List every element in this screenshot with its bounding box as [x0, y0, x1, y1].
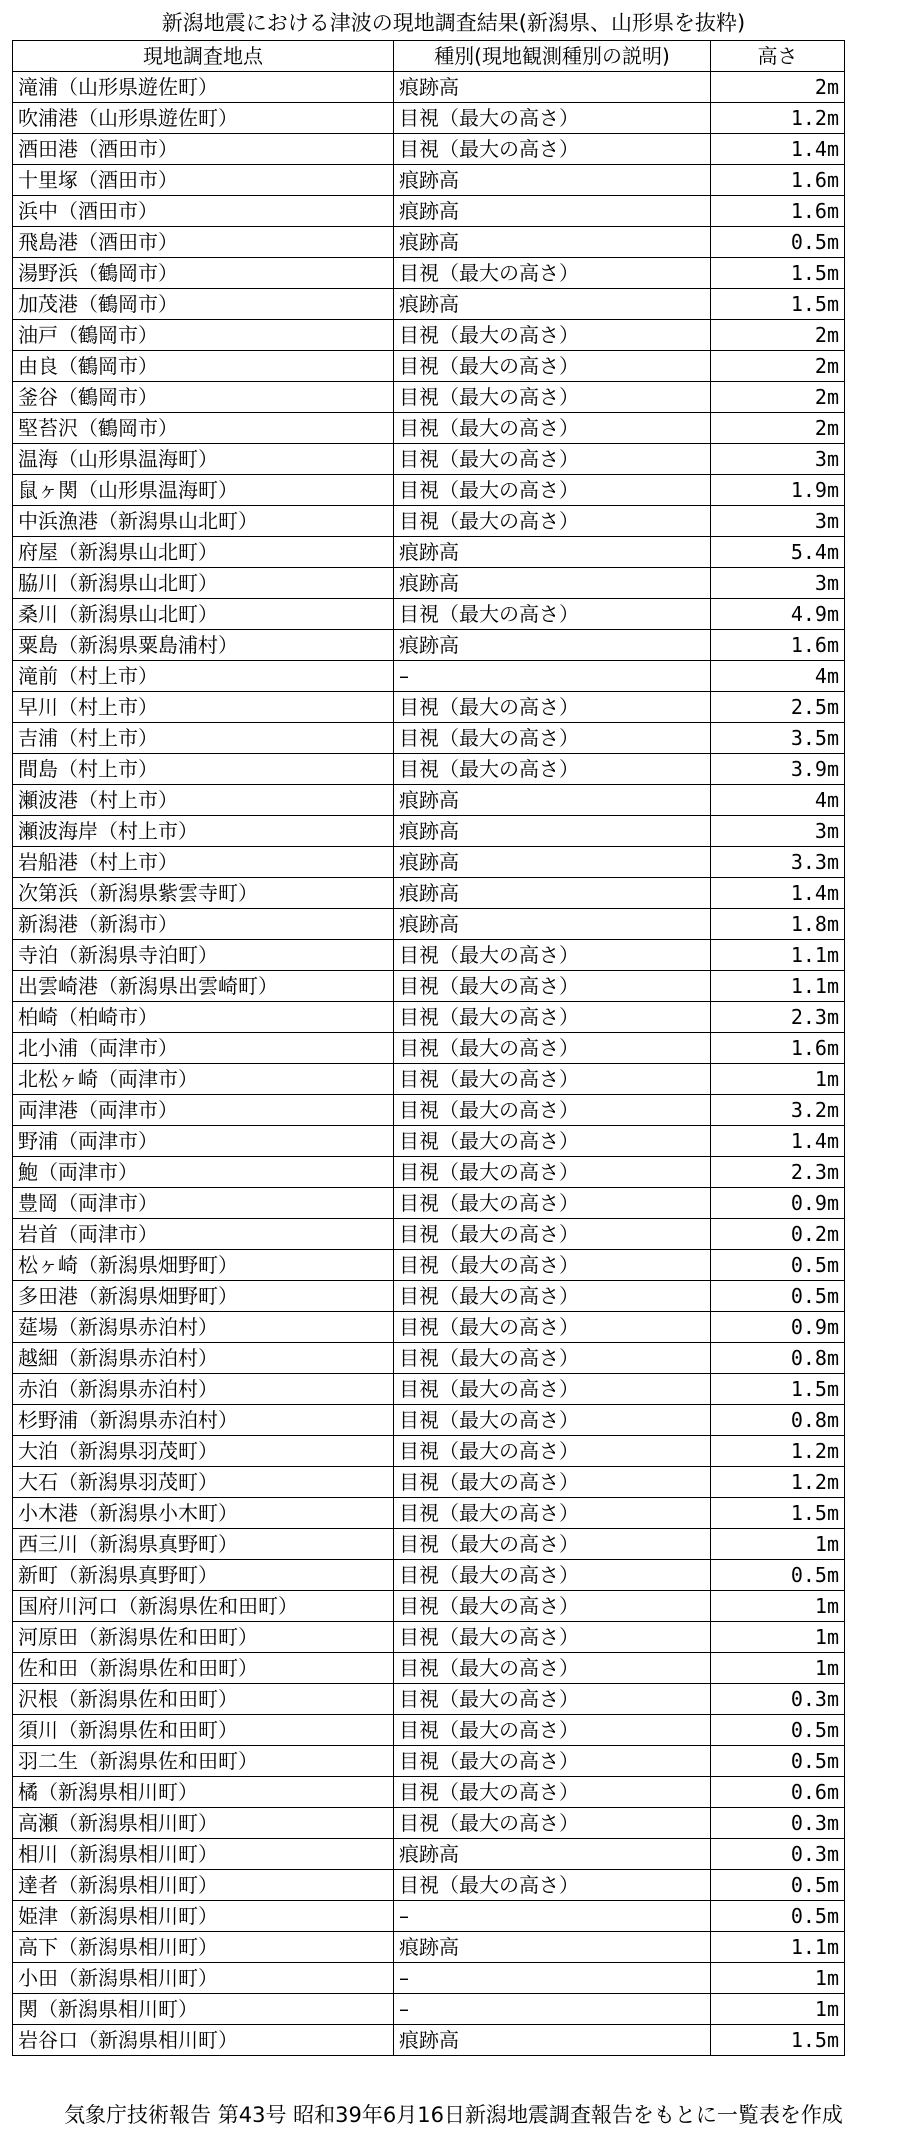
location-cell: 浜中（酒田市）: [13, 196, 394, 227]
header-location: 現地調査地点: [13, 41, 394, 72]
type-cell: 目視（最大の高さ）: [394, 971, 711, 1002]
location-cell: 釜谷（鶴岡市）: [13, 382, 394, 413]
height-cell: 1.8m: [711, 909, 845, 940]
type-cell: 目視（最大の高さ）: [394, 1343, 711, 1374]
location-cell: 姫津（新潟県相川町）: [13, 1901, 394, 1932]
type-cell: 目視（最大の高さ）: [394, 1374, 711, 1405]
table-row: [13, 1002, 845, 1033]
type-cell: 目視（最大の高さ）: [394, 1467, 711, 1498]
table-row: [13, 1095, 845, 1126]
location-cell: 吹浦港（山形県遊佐町）: [13, 103, 394, 134]
type-cell: 目視（最大の高さ）: [394, 506, 711, 537]
location-cell: 十里塚（酒田市）: [13, 165, 394, 196]
source-note: 気象庁技術報告 第43号 昭和39年6月16日新潟地震調査報告をもとに一覧表を作成: [64, 2103, 843, 2127]
location-cell: 鮑（両津市）: [13, 1157, 394, 1188]
height-cell: 3.2m: [711, 1095, 845, 1126]
type-cell: 目視（最大の高さ）: [394, 320, 711, 351]
table-row: [13, 475, 845, 506]
type-cell: 目視（最大の高さ）: [394, 1219, 711, 1250]
table-row: [13, 1653, 845, 1684]
type-cell: 目視（最大の高さ）: [394, 1622, 711, 1653]
height-cell: 1m: [711, 1591, 845, 1622]
type-cell: 目視（最大の高さ）: [394, 1746, 711, 1777]
table-row: [13, 816, 845, 847]
table-row: [13, 940, 845, 971]
location-cell: 寺泊（新潟県寺泊町）: [13, 940, 394, 971]
height-cell: 3m: [711, 506, 845, 537]
table-row: [13, 1715, 845, 1746]
table-row: [13, 1250, 845, 1281]
table-row: [13, 289, 845, 320]
height-cell: 1m: [711, 1622, 845, 1653]
type-cell: –: [394, 1963, 711, 1994]
type-cell: 目視（最大の高さ）: [394, 1064, 711, 1095]
height-cell: 1.4m: [711, 878, 845, 909]
table-row: [13, 1746, 845, 1777]
type-cell: 目視（最大の高さ）: [394, 475, 711, 506]
table-row: [13, 2025, 845, 2056]
height-cell: 1m: [711, 1064, 845, 1095]
height-cell: 4m: [711, 785, 845, 816]
location-cell: 相川（新潟県相川町）: [13, 1839, 394, 1870]
location-cell: 岩船港（村上市）: [13, 847, 394, 878]
table-row: [13, 723, 845, 754]
type-cell: 目視（最大の高さ）: [394, 1808, 711, 1839]
type-cell: 痕跡高: [394, 165, 711, 196]
table-row: [13, 909, 845, 940]
type-cell: 目視（最大の高さ）: [394, 1498, 711, 1529]
height-cell: 1.1m: [711, 940, 845, 971]
location-cell: 滝前（村上市）: [13, 661, 394, 692]
height-cell: 0.3m: [711, 1684, 845, 1715]
height-cell: 4.9m: [711, 599, 845, 630]
tsunami-survey-table: [12, 40, 845, 2056]
table-row: [13, 1312, 845, 1343]
location-cell: 松ヶ崎（新潟県畑野町）: [13, 1250, 394, 1281]
location-cell: 油戸（鶴岡市）: [13, 320, 394, 351]
type-cell: 痕跡高: [394, 630, 711, 661]
location-cell: 滝浦（山形県遊佐町）: [13, 72, 394, 103]
location-cell: 大石（新潟県羽茂町）: [13, 1467, 394, 1498]
height-cell: 0.5m: [711, 1746, 845, 1777]
location-cell: 北小浦（両津市）: [13, 1033, 394, 1064]
table-row: [13, 847, 845, 878]
location-cell: 岩谷口（新潟県相川町）: [13, 2025, 394, 2056]
location-cell: 新潟港（新潟市）: [13, 909, 394, 940]
height-cell: 1.4m: [711, 134, 845, 165]
height-cell: 0.9m: [711, 1188, 845, 1219]
table-row: [13, 754, 845, 785]
header-height: 高さ: [711, 41, 845, 72]
type-cell: 目視（最大の高さ）: [394, 1436, 711, 1467]
type-cell: 目視（最大の高さ）: [394, 1405, 711, 1436]
table-row: [13, 1188, 845, 1219]
height-cell: 1.1m: [711, 971, 845, 1002]
location-cell: 吉浦（村上市）: [13, 723, 394, 754]
type-cell: 目視（最大の高さ）: [394, 444, 711, 475]
height-cell: 0.5m: [711, 1870, 845, 1901]
height-cell: 2.5m: [711, 692, 845, 723]
type-cell: 目視（最大の高さ）: [394, 1870, 711, 1901]
table-row: [13, 661, 845, 692]
table-row: [13, 320, 845, 351]
location-cell: 鼠ヶ関（山形県温海町）: [13, 475, 394, 506]
table-row: [13, 692, 845, 723]
type-cell: –: [394, 1901, 711, 1932]
location-cell: 堅苔沢（鶴岡市）: [13, 413, 394, 444]
height-cell: 0.9m: [711, 1312, 845, 1343]
table-row: [13, 1622, 845, 1653]
location-cell: 羽二生（新潟県佐和田町）: [13, 1746, 394, 1777]
location-cell: 粟島（新潟県粟島浦村）: [13, 630, 394, 661]
table-row: [13, 134, 845, 165]
location-cell: 加茂港（鶴岡市）: [13, 289, 394, 320]
type-cell: 痕跡高: [394, 2025, 711, 2056]
height-cell: 3.9m: [711, 754, 845, 785]
height-cell: 1.6m: [711, 630, 845, 661]
table-row: [13, 1219, 845, 1250]
location-cell: 大泊（新潟県羽茂町）: [13, 1436, 394, 1467]
location-cell: 高下（新潟県相川町）: [13, 1932, 394, 1963]
height-cell: 1.6m: [711, 196, 845, 227]
height-cell: 2m: [711, 413, 845, 444]
height-cell: 1.1m: [711, 1932, 845, 1963]
table-row: [13, 103, 845, 134]
location-cell: 由良（鶴岡市）: [13, 351, 394, 382]
type-cell: 目視（最大の高さ）: [394, 1095, 711, 1126]
type-cell: 目視（最大の高さ）: [394, 1002, 711, 1033]
location-cell: 須川（新潟県佐和田町）: [13, 1715, 394, 1746]
type-cell: 目視（最大の高さ）: [394, 134, 711, 165]
height-cell: 1m: [711, 1994, 845, 2025]
height-cell: 0.5m: [711, 227, 845, 258]
height-cell: 0.3m: [711, 1808, 845, 1839]
type-cell: 痕跡高: [394, 72, 711, 103]
height-cell: 3m: [711, 444, 845, 475]
type-cell: 目視（最大の高さ）: [394, 1126, 711, 1157]
type-cell: 目視（最大の高さ）: [394, 692, 711, 723]
location-cell: 小木港（新潟県小木町）: [13, 1498, 394, 1529]
height-cell: 0.5m: [711, 1901, 845, 1932]
location-cell: 中浜漁港（新潟県山北町）: [13, 506, 394, 537]
height-cell: 1.5m: [711, 289, 845, 320]
location-cell: 府屋（新潟県山北町）: [13, 537, 394, 568]
table-row: [13, 878, 845, 909]
table-row: [13, 1870, 845, 1901]
table-row: [13, 1529, 845, 1560]
location-cell: 飛島港（酒田市）: [13, 227, 394, 258]
table-row: [13, 72, 845, 103]
height-cell: 1.5m: [711, 1374, 845, 1405]
height-cell: 0.5m: [711, 1715, 845, 1746]
type-cell: 痕跡高: [394, 1932, 711, 1963]
height-cell: 0.3m: [711, 1839, 845, 1870]
type-cell: –: [394, 1994, 711, 2025]
type-cell: 目視（最大の高さ）: [394, 1591, 711, 1622]
type-cell: 痕跡高: [394, 537, 711, 568]
table-row: [13, 1777, 845, 1808]
location-cell: 両津港（両津市）: [13, 1095, 394, 1126]
location-cell: 早川（村上市）: [13, 692, 394, 723]
location-cell: 河原田（新潟県佐和田町）: [13, 1622, 394, 1653]
height-cell: 2m: [711, 351, 845, 382]
type-cell: –: [394, 661, 711, 692]
location-cell: 温海（山形県温海町）: [13, 444, 394, 475]
document-title: 新潟地震における津波の現地調査結果(新潟県、山形県を抜粋): [161, 11, 746, 35]
height-cell: 1.5m: [711, 258, 845, 289]
location-cell: 小田（新潟県相川町）: [13, 1963, 394, 1994]
location-cell: 多田港（新潟県畑野町）: [13, 1281, 394, 1312]
type-cell: 目視（最大の高さ）: [394, 1188, 711, 1219]
type-cell: 目視（最大の高さ）: [394, 1157, 711, 1188]
table-row: [13, 537, 845, 568]
height-cell: 1m: [711, 1963, 845, 1994]
type-cell: 目視（最大の高さ）: [394, 754, 711, 785]
table-row: [13, 1808, 845, 1839]
table-row: [13, 1994, 845, 2025]
location-cell: 出雲崎港（新潟県出雲崎町）: [13, 971, 394, 1002]
table-row: [13, 1684, 845, 1715]
height-cell: 1.2m: [711, 1467, 845, 1498]
type-cell: 目視（最大の高さ）: [394, 413, 711, 444]
type-cell: 目視（最大の高さ）: [394, 258, 711, 289]
location-cell: 西三川（新潟県真野町）: [13, 1529, 394, 1560]
location-cell: 瀬波港（村上市）: [13, 785, 394, 816]
type-cell: 目視（最大の高さ）: [394, 1529, 711, 1560]
table-row: [13, 1436, 845, 1467]
table-row: [13, 1963, 845, 1994]
type-cell: 痕跡高: [394, 227, 711, 258]
height-cell: 3m: [711, 568, 845, 599]
type-cell: 痕跡高: [394, 847, 711, 878]
location-cell: 岩首（両津市）: [13, 1219, 394, 1250]
table-row: [13, 1374, 845, 1405]
table-row: [13, 1591, 845, 1622]
type-cell: 痕跡高: [394, 909, 711, 940]
location-cell: 豊岡（両津市）: [13, 1188, 394, 1219]
type-cell: 目視（最大の高さ）: [394, 1281, 711, 1312]
height-cell: 1.9m: [711, 475, 845, 506]
location-cell: 北松ヶ崎（両津市）: [13, 1064, 394, 1095]
location-cell: 達者（新潟県相川町）: [13, 1870, 394, 1901]
type-cell: 痕跡高: [394, 878, 711, 909]
type-cell: 目視（最大の高さ）: [394, 103, 711, 134]
height-cell: 3.3m: [711, 847, 845, 878]
type-cell: 目視（最大の高さ）: [394, 1777, 711, 1808]
location-cell: 次第浜（新潟県紫雲寺町）: [13, 878, 394, 909]
location-cell: 沢根（新潟県佐和田町）: [13, 1684, 394, 1715]
location-cell: 国府川河口（新潟県佐和田町）: [13, 1591, 394, 1622]
table-row: [13, 196, 845, 227]
table-row: [13, 630, 845, 661]
location-cell: 佐和田（新潟県佐和田町）: [13, 1653, 394, 1684]
type-cell: 目視（最大の高さ）: [394, 723, 711, 754]
table-row: [13, 1498, 845, 1529]
type-cell: 痕跡高: [394, 816, 711, 847]
height-cell: 1m: [711, 1529, 845, 1560]
table-row: [13, 1932, 845, 1963]
height-cell: 1.6m: [711, 165, 845, 196]
table-row: [13, 1839, 845, 1870]
location-cell: 橘（新潟県相川町）: [13, 1777, 394, 1808]
height-cell: 0.6m: [711, 1777, 845, 1808]
table-row: [13, 1560, 845, 1591]
table-row: [13, 1126, 845, 1157]
table-row: [13, 227, 845, 258]
height-cell: 2m: [711, 72, 845, 103]
location-cell: 酒田港（酒田市）: [13, 134, 394, 165]
height-cell: 2m: [711, 320, 845, 351]
table-row: [13, 382, 845, 413]
location-cell: 湯野浜（鶴岡市）: [13, 258, 394, 289]
table-body: [13, 72, 845, 2056]
type-cell: 目視（最大の高さ）: [394, 1560, 711, 1591]
location-cell: 赤泊（新潟県赤泊村）: [13, 1374, 394, 1405]
header-type: 種別(現地観測種別の説明): [394, 41, 711, 72]
type-cell: 目視（最大の高さ）: [394, 940, 711, 971]
height-cell: 0.8m: [711, 1405, 845, 1436]
location-cell: 越細（新潟県赤泊村）: [13, 1343, 394, 1374]
type-cell: 目視（最大の高さ）: [394, 382, 711, 413]
table-row: [13, 1405, 845, 1436]
table-row: [13, 1901, 845, 1932]
type-cell: 目視（最大の高さ）: [394, 1684, 711, 1715]
table-row: [13, 599, 845, 630]
height-cell: 1.4m: [711, 1126, 845, 1157]
table-row: [13, 568, 845, 599]
height-cell: 5.4m: [711, 537, 845, 568]
table-row: [13, 785, 845, 816]
location-cell: 野浦（両津市）: [13, 1126, 394, 1157]
height-cell: 3.5m: [711, 723, 845, 754]
type-cell: 痕跡高: [394, 785, 711, 816]
type-cell: 目視（最大の高さ）: [394, 1653, 711, 1684]
table-row: [13, 1343, 845, 1374]
location-cell: 瀬波海岸（村上市）: [13, 816, 394, 847]
type-cell: 目視（最大の高さ）: [394, 1715, 711, 1746]
location-cell: 柏崎（柏崎市）: [13, 1002, 394, 1033]
table-row: [13, 1033, 845, 1064]
type-cell: 痕跡高: [394, 196, 711, 227]
location-cell: 新町（新潟県真野町）: [13, 1560, 394, 1591]
type-cell: 痕跡高: [394, 289, 711, 320]
height-cell: 1.2m: [711, 1436, 845, 1467]
height-cell: 1.5m: [711, 2025, 845, 2056]
height-cell: 3m: [711, 816, 845, 847]
location-cell: 桑川（新潟県山北町）: [13, 599, 394, 630]
height-cell: 4m: [711, 661, 845, 692]
height-cell: 2.3m: [711, 1002, 845, 1033]
location-cell: 高瀬（新潟県相川町）: [13, 1808, 394, 1839]
table-row: [13, 971, 845, 1002]
table-header-row: [13, 41, 845, 72]
type-cell: 目視（最大の高さ）: [394, 1033, 711, 1064]
location-cell: 間島（村上市）: [13, 754, 394, 785]
location-cell: 杉野浦（新潟県赤泊村）: [13, 1405, 394, 1436]
table-row: [13, 1281, 845, 1312]
type-cell: 目視（最大の高さ）: [394, 1250, 711, 1281]
height-cell: 2.3m: [711, 1157, 845, 1188]
table-row: [13, 1467, 845, 1498]
table-row: [13, 444, 845, 475]
location-cell: 関（新潟県相川町）: [13, 1994, 394, 2025]
height-cell: 1.2m: [711, 103, 845, 134]
height-cell: 0.5m: [711, 1250, 845, 1281]
height-cell: 0.2m: [711, 1219, 845, 1250]
table-row: [13, 506, 845, 537]
table-row: [13, 165, 845, 196]
table-row: [13, 351, 845, 382]
type-cell: 痕跡高: [394, 1839, 711, 1870]
table-row: [13, 1157, 845, 1188]
height-cell: 0.8m: [711, 1343, 845, 1374]
type-cell: 痕跡高: [394, 568, 711, 599]
table-row: [13, 413, 845, 444]
height-cell: 1.5m: [711, 1498, 845, 1529]
location-cell: 莚場（新潟県赤泊村）: [13, 1312, 394, 1343]
height-cell: 1.6m: [711, 1033, 845, 1064]
table-row: [13, 1064, 845, 1095]
table-row: [13, 258, 845, 289]
type-cell: 目視（最大の高さ）: [394, 1312, 711, 1343]
height-cell: 0.5m: [711, 1281, 845, 1312]
height-cell: 2m: [711, 382, 845, 413]
location-cell: 脇川（新潟県山北町）: [13, 568, 394, 599]
height-cell: 0.5m: [711, 1560, 845, 1591]
type-cell: 目視（最大の高さ）: [394, 351, 711, 382]
height-cell: 1m: [711, 1653, 845, 1684]
type-cell: 目視（最大の高さ）: [394, 599, 711, 630]
